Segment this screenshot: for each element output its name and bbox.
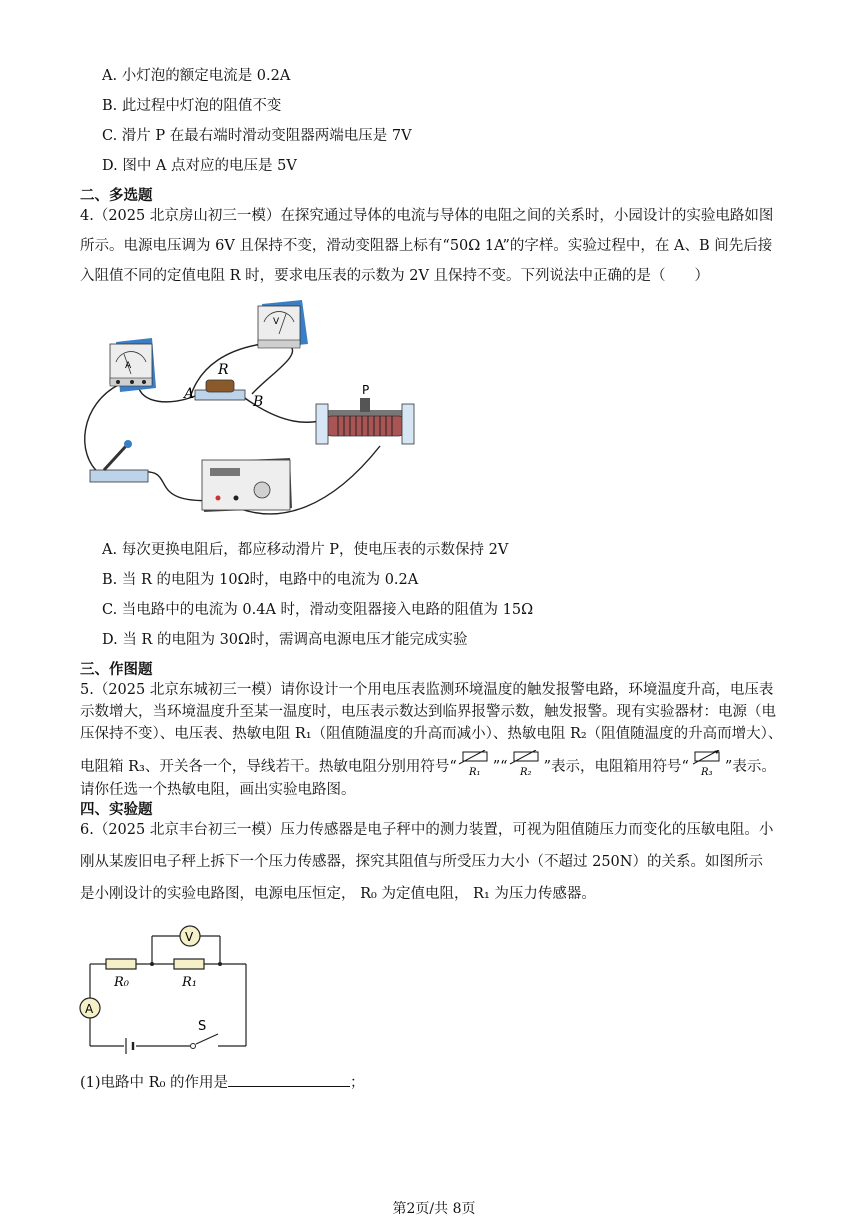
q6-sub1-answer-blank[interactable] <box>228 1072 350 1087</box>
circuit-r0-label: R₀ <box>114 975 129 990</box>
resistance-box-r3-symbol <box>689 750 725 784</box>
q6-text-line-3: 是小刚设计的实验电路图，电源电压恒定， R₀ 为定值电阻， R₁ 为压力传感器。 <box>80 886 596 902</box>
thermistor-r1-symbol <box>457 750 493 784</box>
voltmeter-device <box>258 300 308 348</box>
q6-sub1 <box>80 1072 800 1093</box>
thermistor-r2-symbol <box>508 750 544 784</box>
circuit-voltmeter-label: V <box>185 930 194 944</box>
power-supply-device <box>202 458 292 512</box>
q6-sub1-text: (1)电路中 R₀ 的作用是 <box>80 1075 228 1091</box>
q5-line4-part-a: 电阻箱 R₃、开关各一个，导线若干。热敏电阻分别用符号“ <box>80 759 457 775</box>
q5-text-line-5: 请你任选一个热敏电阻，画出实验电路图。 <box>80 782 356 798</box>
section-heading-multi-choice: 二、多选题 <box>80 188 153 204</box>
q3-option-c: C. 滑片 P 在最右端时滑动变阻器两端电压是 7V <box>102 128 412 144</box>
q4-text-line-2: 所示。电源电压调为 6V 且保持不变，滑动变阻器上标有“50Ω 1A”的字样。实验过程中，在 A、B 间先后接 <box>80 238 773 254</box>
label-b: B <box>253 394 264 410</box>
page-footer: 第2页/共 8页 <box>392 1201 476 1217</box>
sym-r1-label: R₁ <box>468 767 481 778</box>
q6-sub1-end: ； <box>350 1075 365 1091</box>
section-heading-experiment: 四、实验题 <box>80 802 153 818</box>
q3-option-a: A. 小灯泡的额定电流是 0.2A <box>102 68 291 84</box>
q6-text-line-1: 6.（2025 北京丰台初三一模）压力传感器是电子秤中的测力装置，可视为阻值随压力而变化的压敏电阻。小 <box>80 822 774 838</box>
slide-rheostat-device <box>316 383 414 444</box>
q4-option-b: B. 当 R 的电阻为 10Ω时，电路中的电流为 0.2A <box>102 572 419 588</box>
sym-r3-label: R₃ <box>700 767 713 778</box>
q5-text-line-2: 示数增大，当环境温度升至某一温度时，电压表示数达到临界报警示数，触发报警。现有实验器材：电源（电 <box>80 704 776 720</box>
q5-text-line-1: 5.（2025 北京东城初三一模）请你设计一个用电压表监测环境温度的触发报警电路，环境温度升高，电压表 <box>80 682 774 698</box>
q6-circuit-diagram <box>78 914 258 1054</box>
voltmeter-label: V <box>273 317 280 327</box>
circuit-ammeter-label: A <box>85 1002 94 1016</box>
q4-text-line-1: 4.（2025 北京房山初三一模）在探究通过导体的电流与导体的电阻之间的关系时，小园设计的实验电路如图 <box>80 208 774 224</box>
q5-text-line-4 <box>80 750 800 784</box>
q5-line4-part-c: ”表示，电阻箱用符号“ <box>543 759 689 775</box>
q5-text-line-3: 压保持不变）、电压表、热敏电阻 R₁（阻值随温度的升高而减小）、热敏电阻 R₂（阻值随温度的升高而增大）、 <box>80 726 783 742</box>
circuit-r1-label: R₁ <box>182 975 197 990</box>
q3-option-b: B. 此过程中灯泡的阻值不变 <box>102 98 282 114</box>
q5-line4-part-b: ”“ <box>492 759 508 775</box>
q3-option-d: D. 图中 A 点对应的电压是 5V <box>102 158 297 174</box>
q4-circuit-apparatus-figure <box>80 294 420 526</box>
label-a: A <box>184 386 195 402</box>
q4-option-d: D. 当 R 的电阻为 30Ω时，需调高电源电压才能完成实验 <box>102 632 468 648</box>
sym-r2-label: R₂ <box>519 767 532 778</box>
ammeter-label: A <box>125 361 132 371</box>
label-r: R <box>218 362 229 378</box>
ammeter-device <box>110 338 156 392</box>
section-heading-drawing: 三、作图题 <box>80 662 153 678</box>
q4-option-a: A. 每次更换电阻后，都应移动滑片 P，使电压表的示数保持 2V <box>102 542 509 558</box>
q4-text-line-3: 入阻值不同的定值电阻 R 时，要求电压表的示数为 2V 且保持不变。下列说法中正确的是（ ） <box>80 268 710 284</box>
circuit-switch-label: S <box>198 1019 207 1034</box>
knife-switch-device <box>90 440 148 482</box>
q6-text-line-2: 刚从某废旧电子秤上拆下一个压力传感器，探究其阻值与所受压力大小（不超过 250N）的关系。如图所示 <box>80 854 763 870</box>
q5-line4-part-d: ”表示。 <box>724 759 776 775</box>
label-p: P <box>362 383 370 397</box>
q4-option-c: C. 当电路中的电流为 0.4A 时，滑动变阻器接入电路的阻值为 15Ω <box>102 602 534 618</box>
